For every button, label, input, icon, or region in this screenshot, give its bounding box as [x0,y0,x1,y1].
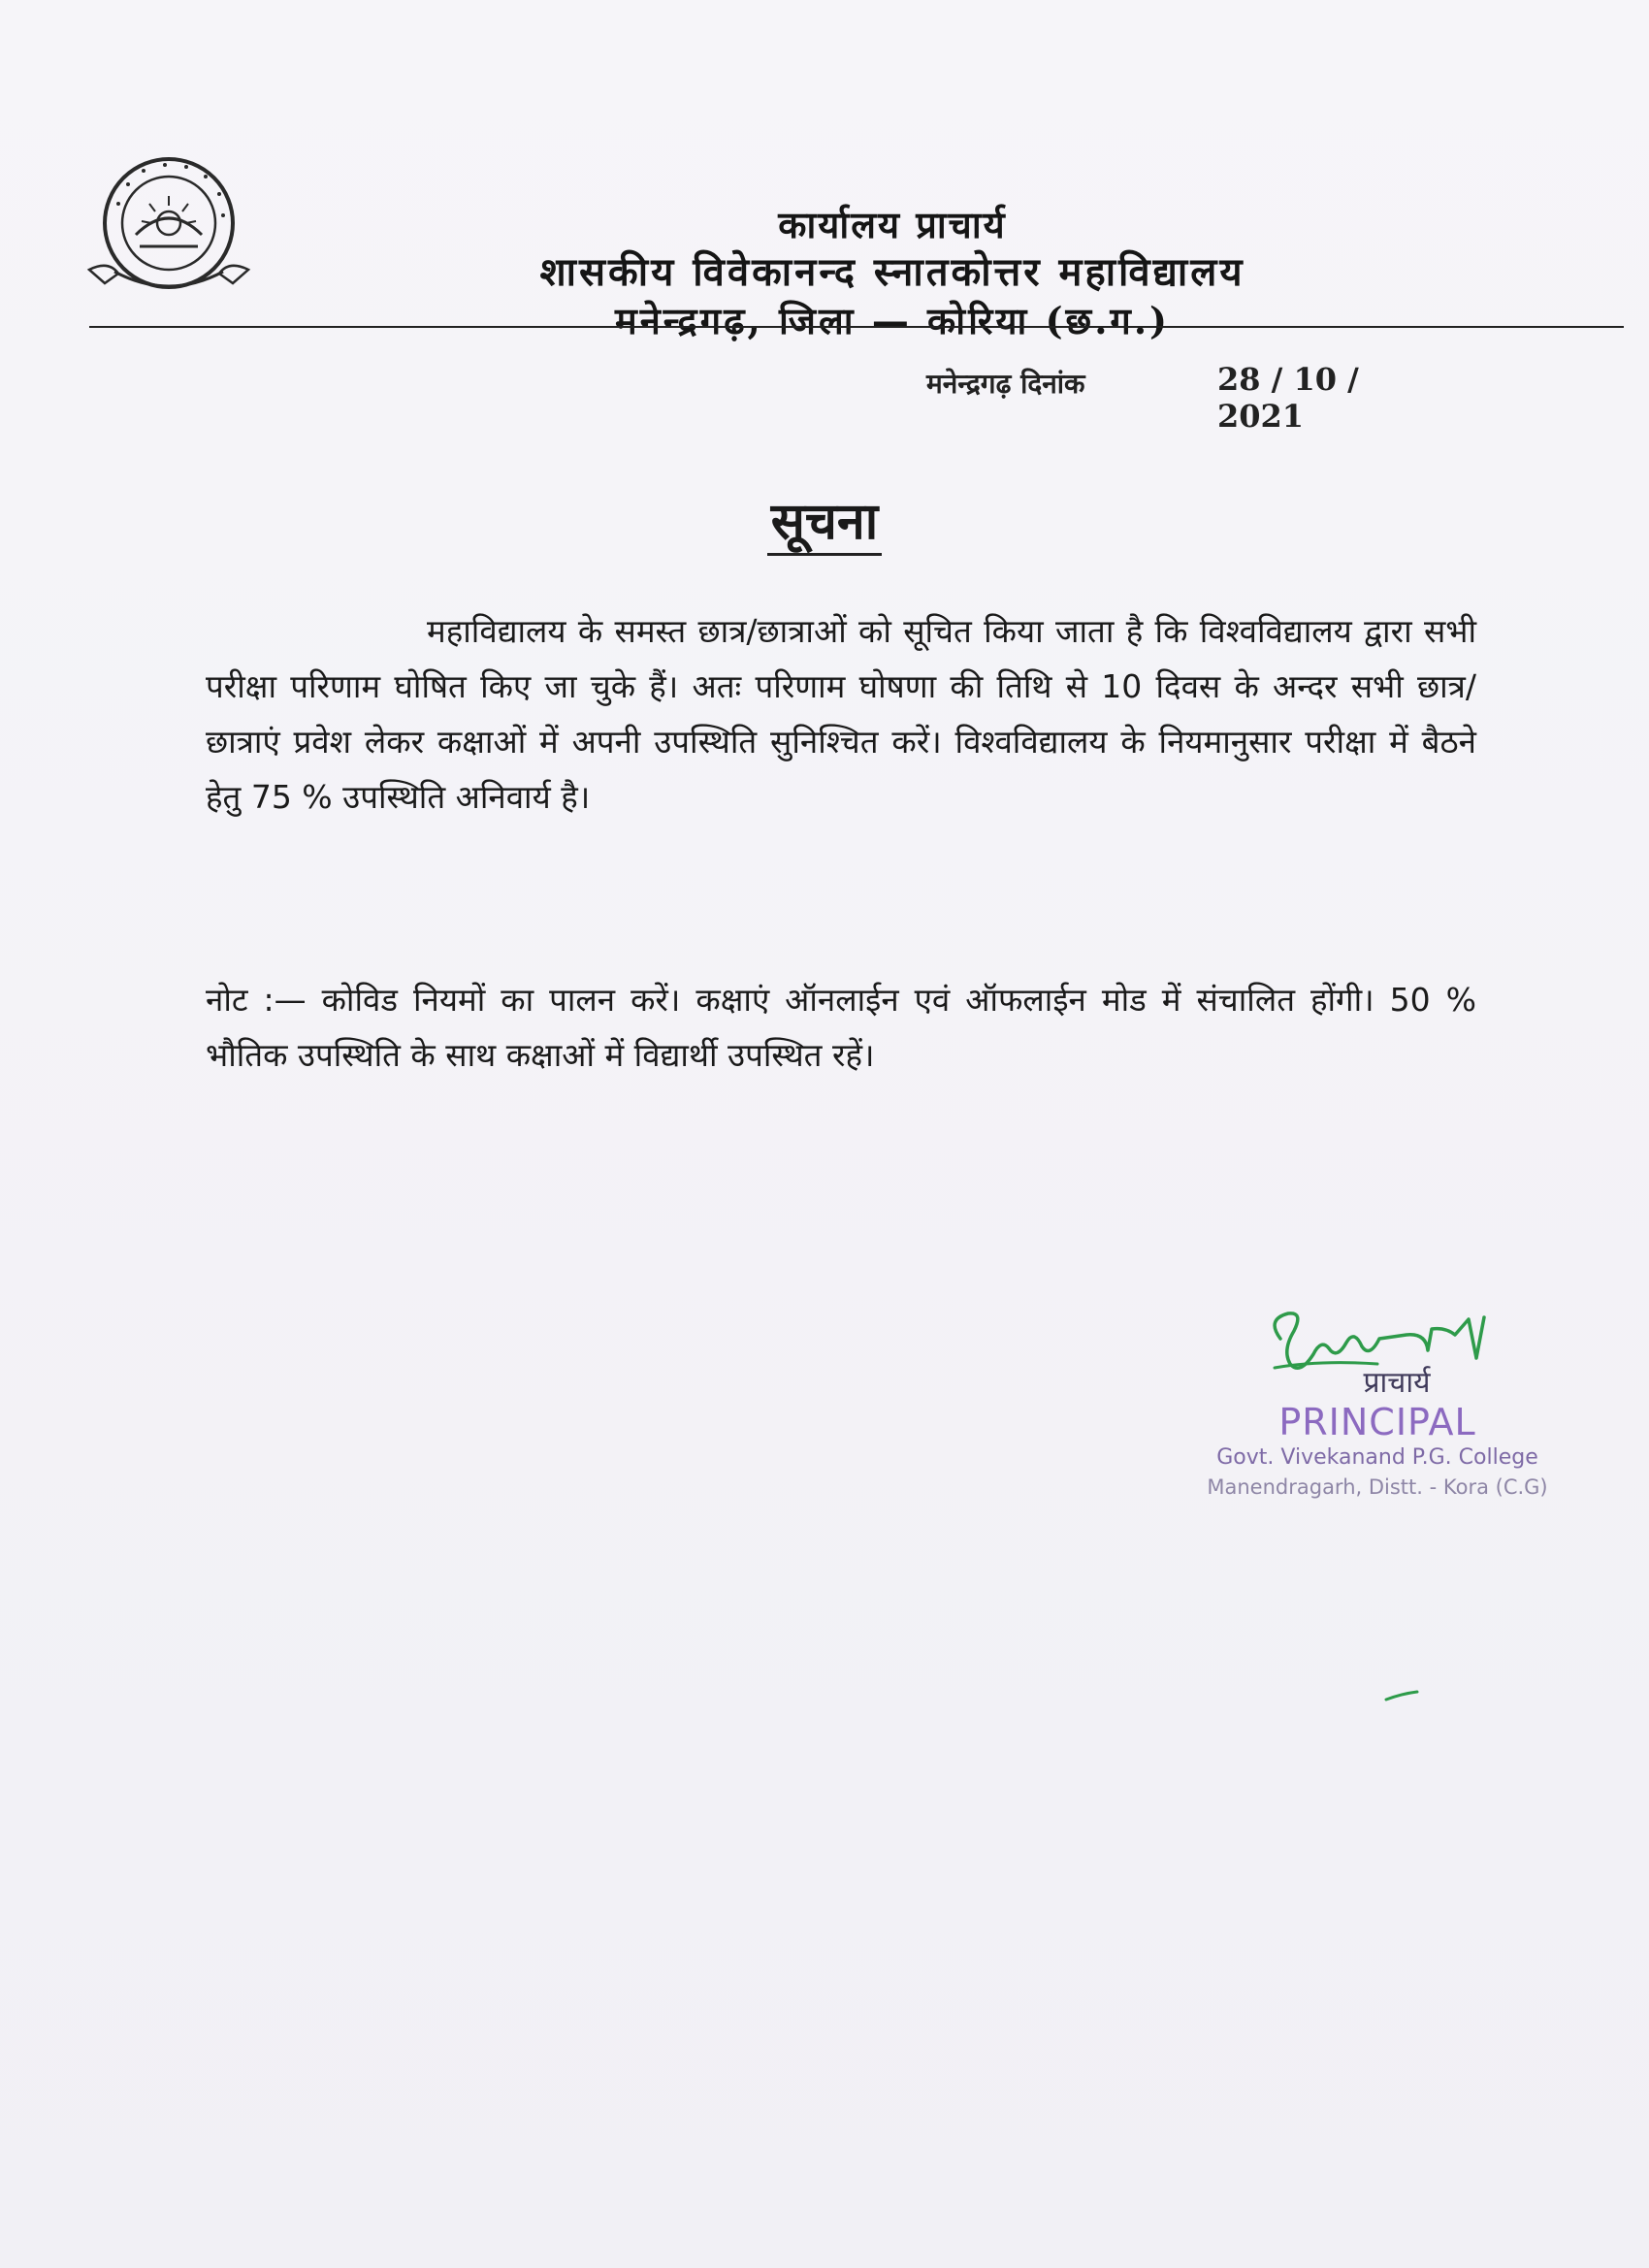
header-divider [89,326,1624,328]
notice-title-wrap [0,493,1649,556]
letterhead [291,202,1494,345]
principal-hindi: प्राचार्य [1363,1366,1431,1400]
date-value: 28 / 10 / 2021 [1217,361,1359,435]
college-name: शासकीय विवेकानन्द स्नातकोत्तर महाविद्यालय [539,249,1245,295]
college-location: मनेन्द्रगढ़, जिला — कोरिया (छ.ग.) [614,299,1171,342]
dateline [926,361,1431,435]
principal-place: Manendragarh, Distt. - Kora (C.G) [1207,1475,1548,1499]
notice-title: सूचना [767,493,883,556]
principal-title: PRINCIPAL [1278,1401,1476,1443]
principal-college: Govt. Vivekanand P.G. College [1216,1445,1538,1470]
notice-note: नोट :— कोविड नियमों का पालन करें। कक्षाएं ऑनलाईन एवं ऑफलाईन मोड में संचालित होंगी। 50 % भौतिक उपस्थिति के साथ कक्षाओं में विद्यार्थी उपस्थित रहें। [206,981,1476,1074]
office-title: कार्यालय प्राचार्य [778,203,1007,246]
ink-mark-icon [1382,1688,1421,1703]
college-seal-icon [80,146,264,310]
notice-body: महाविद्यालय के समस्त छात्र/छात्राओं को सूचित किया जाता है कि विश्वविद्यालय द्वारा सभी परीक्षा परिणाम घोषित किए जा चुके हैं। अतः परिणाम घोषणा की तिथि से 10 दिवस के अन्दर सभी छात्र/छात्राएं प्रवेश लेकर कक्षाओं में अपनी उपस्थिति सुनिश्चित करें। विश्वविद्यालय के नियमानुसार परीक्षा में बैठने हेतु 75 % उपस्थिति अनिवार्य है। [206,612,1476,816]
date-label: मनेन्द्रगढ़ दिनांक [926,368,1085,400]
principal-stamp [1193,1366,1562,1502]
